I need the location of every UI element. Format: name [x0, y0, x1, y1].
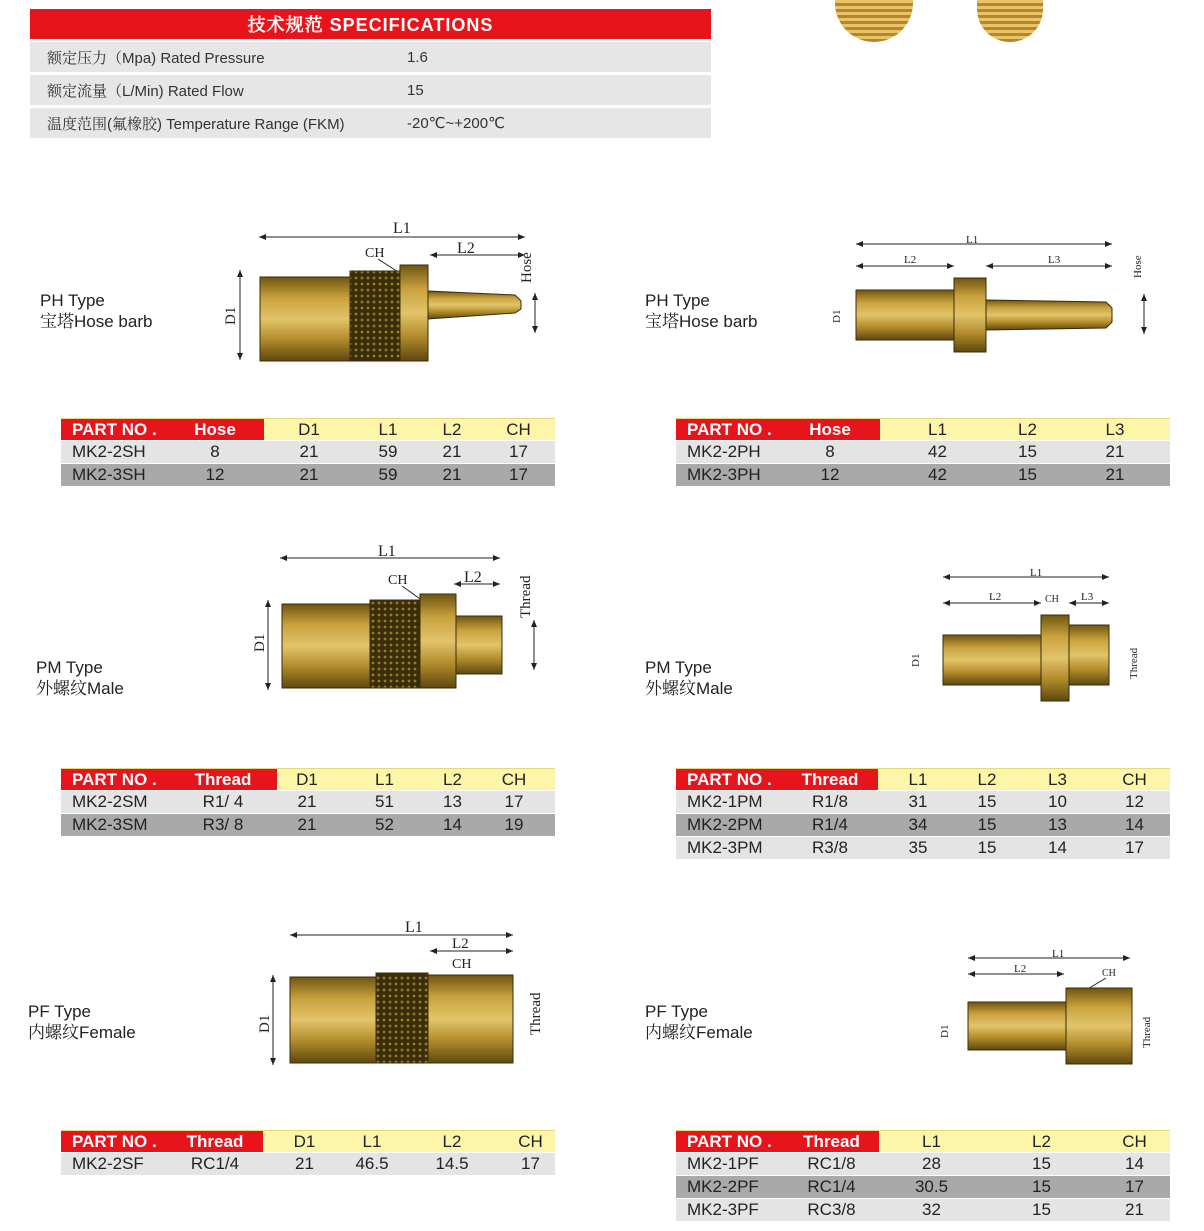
header-hose: Hose — [166, 419, 264, 440]
header-ch: CH — [518, 1131, 543, 1151]
dim-label-l1: L1 — [393, 220, 411, 237]
cell-thread: R3/ 8 — [202, 815, 244, 834]
cell-l2: 14 — [443, 815, 462, 834]
dim-label-l3: L3 — [1048, 254, 1061, 266]
dim-label-ch: CH — [388, 573, 408, 588]
drawing-pf-socket — [255, 915, 555, 1075]
header-l3: L3 — [1048, 769, 1067, 789]
cell-l2: 21 — [442, 442, 462, 461]
specifications-title: 技术规范 SPECIFICATIONS — [30, 9, 711, 39]
dim-label-hose: Hose — [1132, 255, 1144, 278]
header-ch: CH — [501, 769, 527, 789]
cell-ch: 12 — [1125, 792, 1144, 811]
dim-label-d1: D1 — [910, 653, 922, 667]
header-l1: L1 — [362, 1131, 382, 1151]
header-ch: CH — [506, 419, 531, 439]
cell-d1: 21 — [297, 815, 317, 834]
table-row — [61, 791, 555, 813]
header-l2: L2 — [1018, 419, 1037, 439]
spec-row-rated-flow — [30, 75, 711, 105]
header-d1: D1 — [293, 1131, 316, 1151]
cell-hose: 8 — [825, 442, 835, 461]
dim-label-l1: L1 — [405, 919, 423, 936]
section-desc: 外螺纹Male — [645, 679, 733, 698]
dim-label-ch: CH — [1102, 968, 1116, 979]
header-l2: L2 — [977, 769, 997, 789]
dim-label-l1: L1 — [1052, 948, 1065, 960]
cell-thread: R3/8 — [812, 838, 848, 857]
section-desc: 内螺纹Female — [28, 1023, 136, 1042]
dim-label-d1: D1 — [831, 309, 843, 323]
table-row — [61, 464, 555, 486]
spec-label: 额定压力（Mpa) Rated Pressure — [47, 49, 265, 67]
cell-l1: 42 — [928, 442, 947, 461]
dim-label-l2: L2 — [1014, 963, 1027, 975]
cell-l2: 15 — [1018, 442, 1037, 461]
dim-label-l1: L1 — [378, 543, 396, 560]
section-desc: 外螺纹Male — [36, 679, 124, 698]
header-part-no: PART NO . — [61, 419, 166, 440]
cell-d1: 21 — [299, 465, 319, 484]
cell-l2: 15 — [977, 838, 997, 857]
dim-label-hose: Hose — [519, 252, 535, 283]
cell-ch: 14 — [1125, 815, 1144, 834]
header-l3: L3 — [1105, 419, 1125, 439]
header-part-no: PART NO . — [61, 1131, 167, 1152]
header-part-no: PART NO . — [676, 769, 782, 790]
cell-l1: 59 — [378, 465, 398, 484]
section-label-ph-plug — [645, 290, 757, 332]
dim-label-l2: L2 — [989, 591, 1002, 603]
cell-d1: 21 — [295, 1154, 314, 1173]
spec-label: 温度范围(氟橡胶) Temperature Range (FKM) — [47, 115, 345, 133]
fitting-photo-left — [835, 0, 913, 42]
cell-ch: 17 — [1125, 1177, 1144, 1196]
fitting-photo-right — [977, 0, 1043, 42]
dim-label-thread: Thread — [1128, 647, 1140, 679]
cell-part-no: MK2-2PF — [687, 1177, 759, 1196]
table-pm — [676, 768, 1170, 859]
cell-l2: 15 — [1018, 465, 1037, 484]
section-type: PF Type — [645, 1002, 708, 1021]
header-ch: CH — [1122, 769, 1147, 789]
cell-l2: 15 — [1032, 1200, 1051, 1219]
spec-row-rated-pressure — [30, 42, 711, 72]
dim-label-thread: Thread — [1141, 1016, 1153, 1048]
cell-thread: R1/4 — [812, 815, 848, 834]
drawing-ph-socket — [215, 215, 545, 370]
cell-l2: 15 — [1032, 1154, 1051, 1173]
cell-hose: 8 — [210, 442, 220, 461]
header-l2: L2 — [442, 419, 462, 439]
cell-d1: 21 — [297, 792, 317, 811]
drawing-pm-socket — [250, 540, 550, 695]
table-row — [676, 1199, 1170, 1221]
cell-l3: 21 — [1105, 442, 1125, 461]
section-type: PM Type — [645, 658, 712, 677]
table-row — [676, 464, 1170, 486]
cell-part-no: MK2-2PH — [687, 442, 761, 461]
cell-ch: 17 — [509, 442, 528, 461]
table-pf — [676, 1130, 1170, 1221]
cell-ch: 19 — [504, 815, 524, 834]
cell-l1: 35 — [908, 838, 928, 857]
cell-hose: 12 — [205, 465, 225, 484]
header-thread: Thread — [782, 769, 878, 790]
header-ch: CH — [1122, 1131, 1147, 1151]
cell-part-no: MK2-1PF — [687, 1154, 759, 1173]
dim-label-ch: CH — [452, 957, 472, 972]
header-l1: L1 — [375, 769, 394, 789]
cell-l2: 15 — [977, 792, 997, 811]
table-row — [676, 1153, 1170, 1175]
cell-part-no: MK2-3PM — [687, 838, 763, 857]
dim-label-ch: CH — [365, 246, 385, 261]
cell-ch: 17 — [1125, 838, 1144, 857]
header-l2: L2 — [442, 1131, 462, 1151]
table-row — [61, 1153, 555, 1175]
section-desc: 内螺纹Female — [645, 1023, 753, 1042]
cell-part-no: MK2-3PH — [687, 465, 761, 484]
cell-l2: 15 — [977, 815, 997, 834]
cell-l1: 30.5 — [914, 1177, 949, 1196]
table-header — [61, 1130, 555, 1152]
dim-label-d1: D1 — [223, 306, 239, 325]
header-thread: Thread — [784, 1131, 879, 1152]
cell-l2: 15 — [1032, 1177, 1051, 1196]
cell-hose: 12 — [820, 465, 840, 484]
section-label-pm-socket — [36, 657, 124, 699]
cell-ch: 17 — [504, 792, 524, 811]
drawing-pf-plug — [930, 940, 1160, 1070]
cell-l1: 28 — [922, 1154, 941, 1173]
cell-l2: 13 — [443, 792, 462, 811]
dim-label-l3: L3 — [1081, 591, 1094, 603]
cell-l2: 21 — [442, 465, 462, 484]
table-header — [676, 418, 1170, 440]
cell-l1: 51 — [375, 792, 394, 811]
table-row — [676, 441, 1170, 463]
cell-l1: 46.5 — [355, 1154, 389, 1173]
section-label-ph-socket — [40, 290, 152, 332]
cell-l1: 42 — [928, 465, 947, 484]
table-ph — [676, 418, 1170, 486]
spec-label: 额定流量（L/Min) Rated Flow — [47, 82, 244, 100]
header-thread: Thread — [169, 769, 277, 790]
specifications-panel — [30, 9, 711, 138]
cell-ch: 17 — [521, 1154, 540, 1173]
table-sm — [61, 768, 555, 836]
header-l2: L2 — [1032, 1131, 1051, 1151]
section-type: PF Type — [28, 1002, 91, 1021]
table-row — [676, 814, 1170, 836]
header-l1: L1 — [922, 1131, 941, 1151]
header-d1: D1 — [296, 769, 318, 789]
dim-label-d1: D1 — [257, 1014, 273, 1033]
cell-part-no: MK2-2PM — [687, 815, 763, 834]
cell-part-no: MK2-3SH — [72, 465, 146, 484]
header-part-no: PART NO . — [676, 419, 780, 440]
dim-label-l1: L1 — [1030, 567, 1043, 579]
cell-thread: RC1/4 — [190, 1154, 240, 1173]
table-header — [676, 768, 1170, 790]
cell-ch: 17 — [509, 465, 528, 484]
drawing-ph-plug — [826, 230, 1156, 355]
table-sh — [61, 418, 555, 486]
cell-l3: 10 — [1048, 792, 1067, 811]
table-header — [61, 768, 555, 790]
header-hose: Hose — [780, 419, 880, 440]
cell-l1: 31 — [908, 792, 928, 811]
header-l2: L2 — [443, 769, 462, 789]
cell-d1: 21 — [299, 442, 319, 461]
cell-l1: 32 — [922, 1200, 941, 1219]
dim-label-ch: CH — [1045, 594, 1059, 605]
cell-thread: RC1/8 — [807, 1154, 856, 1173]
header-l1: L1 — [378, 419, 398, 439]
cell-part-no: MK2-3SM — [72, 815, 148, 834]
dim-label-l2: L2 — [452, 936, 469, 952]
cell-part-no: MK2-2SH — [72, 442, 146, 461]
table-row — [676, 1176, 1170, 1198]
cell-part-no: MK2-1PM — [687, 792, 763, 811]
cell-thread: R1/ 4 — [202, 792, 244, 811]
section-label-pf-socket — [28, 1001, 136, 1043]
table-row — [676, 837, 1170, 859]
cell-part-no: MK2-2SM — [72, 792, 148, 811]
cell-ch: 14 — [1125, 1154, 1144, 1173]
cell-l3: 21 — [1105, 465, 1125, 484]
cell-thread: RC1/4 — [807, 1177, 856, 1196]
dim-label-l2: L2 — [904, 254, 917, 266]
drawing-pm-plug — [905, 565, 1145, 705]
section-type: PH Type — [645, 291, 710, 310]
section-desc: 宝塔Hose barb — [40, 312, 153, 331]
table-row — [61, 441, 555, 463]
cell-l2: 14.5 — [435, 1154, 469, 1173]
spec-value: -20℃~+200℃ — [407, 115, 505, 132]
header-part-no: PART NO . — [61, 769, 169, 790]
dim-label-l1: L1 — [966, 234, 979, 246]
header-thread: Thread — [167, 1131, 263, 1152]
dim-label-thread: Thread — [518, 575, 534, 618]
header-l1: L1 — [928, 419, 947, 439]
table-row — [61, 814, 555, 836]
table-header — [61, 418, 555, 440]
section-label-pm-plug — [645, 657, 733, 699]
cell-thread: R1/8 — [812, 792, 848, 811]
dim-label-thread: Thread — [528, 992, 544, 1035]
header-d1: D1 — [298, 419, 320, 439]
dim-label-l2: L2 — [457, 240, 475, 257]
cell-l3: 14 — [1048, 838, 1067, 857]
cell-thread: RC3/8 — [807, 1200, 856, 1219]
spec-value: 15 — [407, 81, 424, 99]
table-sf — [61, 1130, 555, 1175]
section-type: PH Type — [40, 291, 105, 310]
table-header — [676, 1130, 1170, 1152]
cell-l1: 59 — [378, 442, 398, 461]
section-type: PM Type — [36, 658, 103, 677]
dim-label-d1: D1 — [252, 633, 268, 652]
spec-row-temperature-range — [30, 108, 711, 138]
header-part-no: PART NO . — [676, 1131, 784, 1152]
table-row — [676, 791, 1170, 813]
cell-l1: 52 — [375, 815, 394, 834]
section-desc: 宝塔Hose barb — [645, 312, 758, 331]
spec-value: 1.6 — [407, 48, 428, 66]
dim-label-l2: L2 — [464, 569, 482, 586]
header-l1: L1 — [908, 769, 928, 789]
cell-ch: 21 — [1125, 1200, 1144, 1219]
cell-part-no: MK2-3PF — [687, 1200, 759, 1219]
dim-label-d1: D1 — [939, 1024, 951, 1038]
section-label-pf-plug — [645, 1001, 753, 1043]
cell-part-no: MK2-2SF — [72, 1154, 144, 1173]
cell-l1: 34 — [908, 815, 928, 834]
cell-l3: 13 — [1048, 815, 1067, 834]
